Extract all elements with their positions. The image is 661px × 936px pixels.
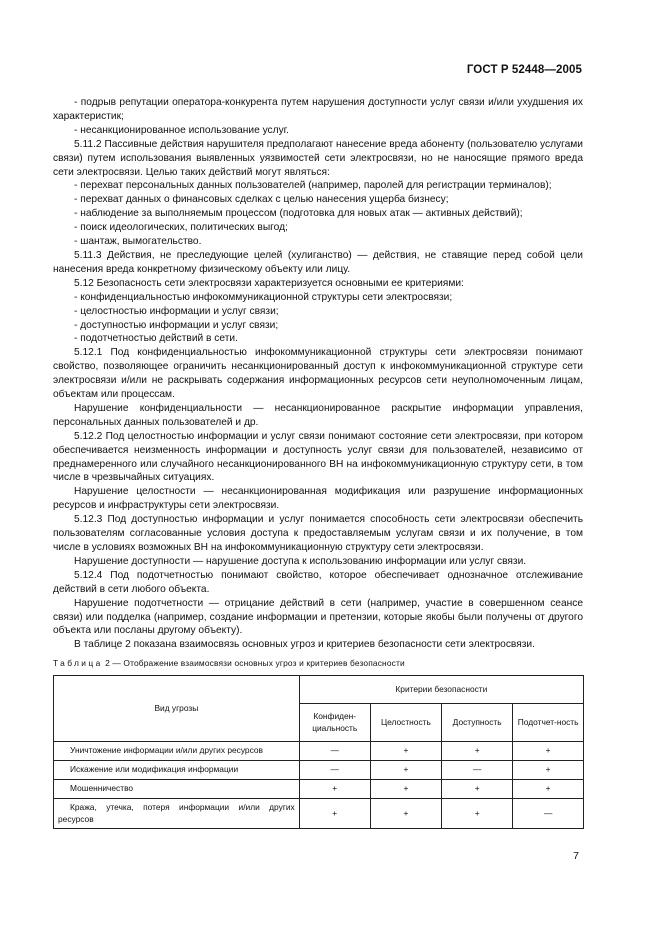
column-header-threat: Вид угрозы bbox=[54, 676, 300, 742]
document-code: ГОСТ Р 52448—2005 bbox=[466, 64, 582, 76]
cell-mark: + bbox=[513, 761, 584, 780]
cell-mark: + bbox=[299, 799, 370, 829]
paragraph: 5.12.4 Под подотчетностью понимают свойство, которое обеспечивает однозначное отслеживание действий в сети любого объекта. bbox=[53, 569, 583, 595]
paragraph: - подотчетностью действий в сети. bbox=[74, 333, 238, 345]
paragraph: 5.12.1 Под конфиденциальностью инфокоммуникационной структуры сети электросвязи понимают свойство, позволяющее ограничить несанкционированный доступ к инфокоммуникационной структуре сети электросвязи и/или не раскрывать содержания информационных ресурсов сети неуполномоченным лицам, объектам или процессам. bbox=[53, 347, 583, 401]
table-caption-label: Таблица bbox=[53, 658, 103, 669]
table-caption-text: 2 — Отображение взаимосвязи основных угроз и критериев безопасности bbox=[105, 658, 405, 669]
cell-mark: + bbox=[513, 742, 584, 761]
column-header-accountability: Подотчет-ность bbox=[513, 704, 584, 742]
paragraph: 5.11.3 Действия, не преследующие целей (хулиганство) — действия, не ставящие перед собой цели нанесения вреда конкретному физическому объекту или лицу. bbox=[53, 249, 583, 275]
cell-mark: + bbox=[370, 780, 441, 799]
row-label: Искажение или модификация информации bbox=[54, 761, 300, 780]
paragraph: Нарушение подотчетности — отрицание действий в сети (например, участие в совершенном сеансе связи) или подделка (например, создание информации и претензии, которые якобы были получены от другого объекта или посланы другому объекту). bbox=[53, 597, 583, 637]
paragraph: - несанкционированное использование услуг. bbox=[74, 124, 289, 136]
cell-mark: + bbox=[442, 799, 513, 829]
cell-mark: — bbox=[299, 742, 370, 761]
cell-mark: + bbox=[370, 799, 441, 829]
paragraph: - перехват персональных данных пользователей (например, паролей для регистрации терминалов); bbox=[74, 180, 552, 192]
paragraph: 5.12.3 Под доступностью информации и услуг понимается способность сети электросвязи обеспечить пользователям согласованные условия доступа к предоставляемым услугам связи и их получение, в том числе в условиях возможных ВН на инфокоммуникационную структуру сети электросвязи. bbox=[53, 514, 583, 553]
cell-mark: + bbox=[299, 780, 370, 799]
row-label: Уничтожение информации и/или других ресурсов bbox=[54, 742, 300, 761]
paragraph: Нарушение целостности — несанкционированная модификация или разрушение информационных ресурсов и инфраструктуры сети электросвязи. bbox=[53, 486, 583, 512]
cell-mark: + bbox=[442, 780, 513, 799]
table-caption bbox=[53, 657, 583, 671]
paragraph: - конфиденциальностью инфокоммуникационной структуры сети электросвязи; bbox=[74, 291, 453, 303]
cell-mark: — bbox=[299, 761, 370, 780]
cell-mark: + bbox=[370, 761, 441, 780]
paragraph: - поиск идеологических, политических выгод; bbox=[74, 222, 288, 234]
paragraph: Нарушение конфиденциальности — несанкционированное раскрытие информации управления, персональных данных пользователей и др. bbox=[53, 402, 583, 428]
table-row bbox=[54, 742, 584, 761]
paragraph: - шантаж, вымогательство. bbox=[74, 236, 202, 248]
cell-mark: + bbox=[513, 780, 584, 799]
table-row bbox=[54, 780, 584, 799]
paragraph: - доступностью информации и услуг связи; bbox=[74, 319, 279, 331]
cell-mark: + bbox=[442, 742, 513, 761]
paragraph: - наблюдение за выполняемым процессом (подготовка для новых атак — активных действий); bbox=[74, 208, 523, 220]
document-body bbox=[53, 96, 583, 829]
row-label: Мошенничество bbox=[54, 780, 300, 799]
column-header-criteria: Критерии безопасности bbox=[299, 676, 583, 704]
row-label: Кража, утечка, потеря информации и/или других ресурсов bbox=[54, 799, 300, 829]
column-header-integrity: Целостность bbox=[370, 704, 441, 742]
paragraph: 5.12 Безопасность сети электросвязи характеризуется основными ее критериями: bbox=[74, 277, 464, 289]
column-header-availability: Доступность bbox=[442, 704, 513, 742]
table-row bbox=[54, 761, 584, 780]
paragraph: 5.12.2 Под целостностью информации и услуг связи понимают состояние сети электросвязи, при котором обеспечивается неизменность информации и доступность услуг связи для пользователей, независимо от преднамеренного или случайного несанкционированного ВН на инфокоммуникационную структуру сети, в том числе в чрезвычайных ситуациях. bbox=[53, 430, 583, 484]
paragraph: В таблице 2 показана взаимосвязь основных угроз и критериев безопасности сети электросвязи. bbox=[74, 639, 535, 651]
cell-mark: — bbox=[442, 761, 513, 780]
threat-criteria-table bbox=[53, 675, 584, 829]
column-header-confidentiality: Конфиден-циальность bbox=[299, 704, 370, 742]
paragraph: Нарушение доступности — нарушение доступа к использованию информации или услуг связи. bbox=[74, 555, 527, 567]
paragraph: - подрыв репутации оператора-конкурента путем нарушения доступности услуг связи и/или ухудшения их характеристик; bbox=[53, 97, 583, 122]
cell-mark: — bbox=[513, 799, 584, 829]
table-row bbox=[54, 799, 584, 829]
page-number: 7 bbox=[573, 850, 579, 862]
cell-mark: + bbox=[370, 742, 441, 761]
paragraph: - перехват данных о финансовых сделках с целью нанесения ущерба бизнесу; bbox=[74, 194, 449, 206]
paragraph: 5.11.2 Пассивные действия нарушителя предполагают нанесение вреда абоненту (пользователю услугами связи) путем использования выявленных уязвимостей сети электросвязи, но не наносящие прямого вреда сети электросвязи. Целью таких действий могут являться: bbox=[53, 138, 583, 178]
paragraph: - целостностью информации и услуг связи; bbox=[74, 305, 279, 317]
